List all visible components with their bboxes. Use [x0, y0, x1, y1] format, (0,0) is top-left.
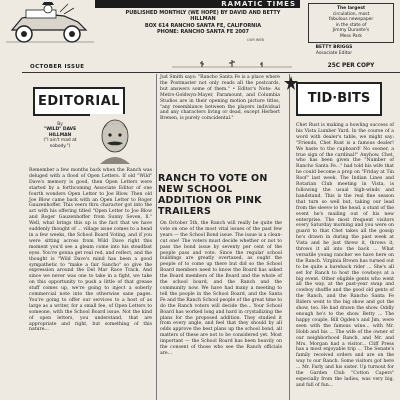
circulation-line: Jimmy Durante's: [332, 28, 370, 34]
article-body: On October 5th, the Ranch will really be quite the vote on one of the most vital issues of the past few years — the School Bond issue. The issue is a clean-cut one! The voters must decide whether or not to pass the bond issue by seventy per cent of the people pass and vote. Since the regular school buildings are greatly overtaxed, as ought the people of to come up there but did so the School Board members need to know the Board has asked the Board members of the Board and the whole of the school board, and the Ranch and the community now. We have had many a meeting to tell the people in the School Board, and the Santa Fe and the Ranch School people of the great time to do the Ranch voters will decide the... Your School Board has worked long and hard in crystallizing the plans for the proposed addition. They studied it from every angle, and feel that they should by all odds approve the best plans up the school bond, all matters of these are not to be considered yet. Most important — the School Board has been heavily on the consent of those who see the Ranch officials are...: [160, 221, 282, 356]
jeep-cartoon-icon: [4, 0, 96, 46]
tidbits-body: Chet Rust is making a howling success of his Vista Lumber Yard. In the course of a word with dealer's table, we might say: "Friends, Chet Rust is a famous dealer! We haste to the cupboard! No sooner, a true sign of the cardinal!" Anyhow, Chet, who has been given the "Number of Rancho Santa Fe..." had told his wife that he could become a prop on "Friday at Tin Roof" last week. The Indian Lines and Rotarian Club meeting in Vista, is following the usual high-winds and bandstand. This is the real fine season that turn so well but, taking our lead from the sleeve to the head, a stunt of the event he's mailing out of his new enterprise. The most frequent visitors every Saturday morning and you were on guard to that Chet takes all the gossip he's drawn in during the past week at Vista and he just threw it, throws it, throws it all into the back ... What versatile young rancher we have here on the Ranch. Virginia Brown has turned out to be quite a bareback rider ... She's all set for Ranch to host the cowboys at a big event. Other eligible gents who went all the way, at the past-year swap and cowboy shuffle and the good old gents of the Ranch, and the Rancho Santa Fe Riders went to the big show and got the show, too. He had drawn the show. Oddly enough he's to the show. Betty ... The happy couple, Bill Ogden's and Jim, were seen with the famous wine... with Mr. Hobb and his ... The wife of the owner of our neighborhood Ranch, and Mr. and Mrs. Morgan had a visitor... Cliff Press has a most enjoyable trip ... The Senate's family received orders and are on the way to our Ranch. Some visitors got here ... Mr. Farly and his sister. Up turnout for the Garden Club "Cotton Capers" especially from the ladies, was very big, and full of fun...: [296, 123, 394, 388]
associate-name: BETTY BRIGGS: [315, 45, 353, 50]
byline-prefix: By: [57, 122, 63, 127]
circulation-line: circulation, most: [332, 11, 370, 17]
quotes-column: Jud Smith says: "Rancho Santa Fe is a place where the Postmaster not only reads all the postcards, but answers some of them." • Editor's Note: As Metro-Goldwyn-Mayer, Paramount, and Columbia Studios are in their opening motion picture titles, "any resemblance between the players individual and any characters living or dead, except Herbert Brenen, is purely coincidental.": [160, 75, 280, 122]
associate-role: Associate Editor: [315, 50, 353, 56]
publisher-line: BOX 614 RANCHO SANTA FE, CALIFORNIA: [144, 22, 262, 29]
associate-editor: [294, 45, 374, 56]
editorial-body: Remember a few months back when the Ranch was deluged with a flood of Open Letters. If old "Wild" Dave's memory is good, then Open Letters were started by a forthcoming Associate Editor of one fourth wonders Open Letter to Joe Blow. Then old Joe Blow came back with an Open Letter to Roger Gauzenhoffer. This veers thru character got into the act with his offering titled "Open Letter to Joe Blow and Roger Gauzenhoffer from Sunny Seven, ll." Well, what brings this up is the fact that we have suddenly thought of ... village issue comes to a head in a few weeks, the School Board Voting, and if you were sitting across from Wild Dave right this moment you'd see a gleam come into his steadfast eyes. You're gonna get real red, and reflect, and the thought is "Wild Dave's mind has been a good sympathetic to "make a fair Sancho" so give the expression around the Del Mar Race Track. And since we never was one to take in a fight, we take on this opportunity to push a little of that grease stuff comes up, we're going to inject a soberly commercial note into the otherwise sane pages. You're going to offer our services to a host of as large as a writer, for a small fee, of Open Letters to someone, with the School Board issue. Not the kind of open letters, you understand, that are appropriate and right, but something of this nature...: [29, 168, 152, 333]
publisher-info: [118, 10, 288, 36]
web-note: OUR WEB: [247, 38, 264, 42]
circulation-line: fabulous newspaper: [328, 17, 374, 23]
editorial-heading: EDITORIAL: [33, 87, 125, 116]
editorial-byline: [34, 122, 86, 149]
cactus-ornament-icon: [172, 60, 292, 70]
circulation-box: [308, 3, 394, 43]
tidbits-heading: TID·BITS: [296, 82, 382, 116]
star-ornament-icon: [284, 76, 298, 90]
masthead-rule: [22, 72, 400, 73]
newspaper-title: RAMATIC TIMES: [95, 0, 300, 8]
publisher-line: PUBLISHED MONTHLY (WE HOPE) BY DAVID AND BETTY HILLMAN: [125, 10, 281, 23]
publisher-line: PHONE: RANCHO SANTA FE 2007: [157, 29, 249, 36]
circulation-line: Mess Park: [340, 33, 362, 39]
column-divider: [156, 74, 157, 400]
byline-name: "WILD" DAVE HILLMAN: [43, 127, 77, 138]
issue-label: OCTOBER ISSUE: [30, 64, 85, 70]
article-headline: RANCH TO VOTE ON NEW SCHOOL ADDITION OR PINK TRAILERS: [158, 173, 268, 217]
masthead: [0, 0, 400, 62]
circulation-line: The largest: [336, 6, 366, 11]
circulation-line: in the state of: [335, 22, 367, 28]
portrait-photo-icon: [90, 114, 140, 164]
column-divider: [289, 74, 290, 400]
byline-note: ("I ain't mad at nobody."): [43, 138, 77, 149]
price-label: 25C PER COPY: [327, 63, 375, 69]
